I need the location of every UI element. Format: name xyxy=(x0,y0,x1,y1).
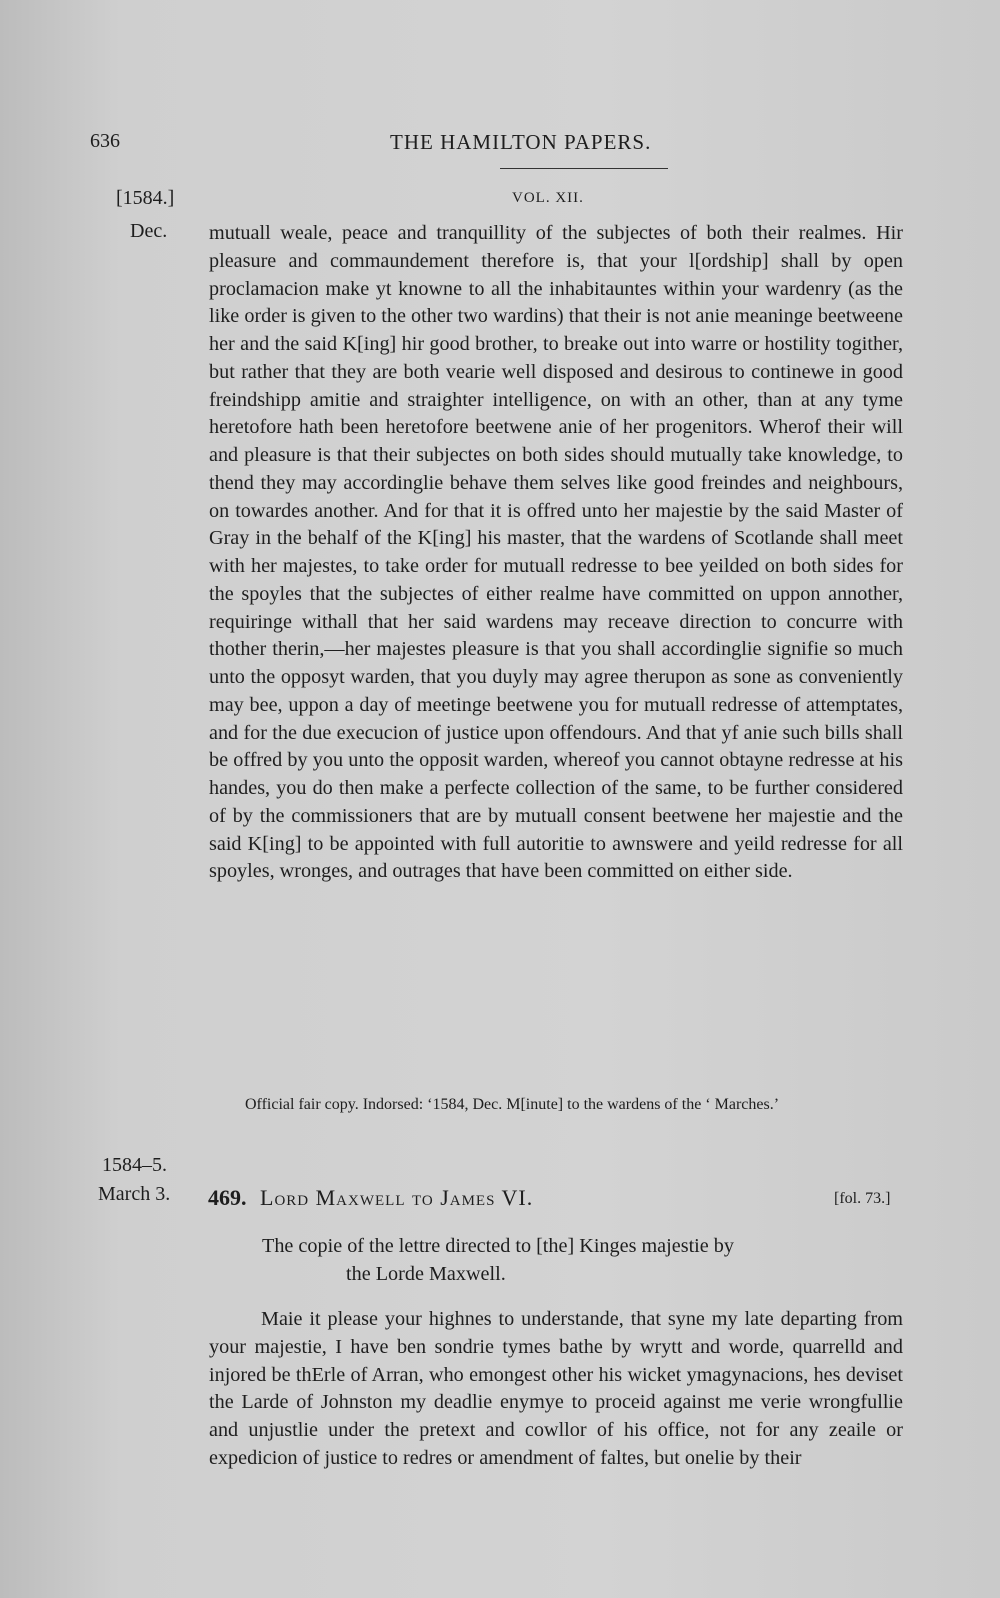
header-rule xyxy=(500,168,668,169)
running-title: THE HAMILTON PAPERS. xyxy=(390,130,652,154)
caption-line-1: The copie of the lettre directed to [the] Kinges majestie by xyxy=(262,1235,734,1257)
entry-heading xyxy=(208,1185,533,1211)
body-paragraph-text: mutuall weale, peace and tranquillity of the subjectes of both their realmes. Hir pleasure and commaundement therefore is, that your l[ordship] shall by open proclamacion make yt knowne to all the inhabitauntes within your wardenry (as the like order is given to the other two wardins) that their is not anie meaninge beetweene her and the said K[ing] hir good brother, to breake out into warre or hostility togither, but rather that they are both vearie well disposed and desirous to continewe in good freindshipp amitie and straighter intelligence, on with an other, than at any tyme heretofore hath been heretofore beetwene anie of her progenitors. Wherof their will and pleasure is that their subjectes on both sides should mutually take knowledge, to thend they may accordinglie behave them selves like good freindes and neighbours, on towardes another. And for that it is offred unto her majestie by the said Master of Gray in the behalf of the K[ing] his master, that the wardens of Scotlande shall meet with her majestes, to take order for mutuall redresse to bee yeilded on both sides for the spoyles that the subjectes of either realme have committed on uppon annother, requiringe withall that her said wardens may receave direction to concurre with thother therin,—her majestes pleasure is that you shall accordinglie signifie so much unto the opposyt warden, that you duyly may agree therupon as sone as conveniently may bee, uppon a day of meetinge beetwene you for mutuall redresse of attemptates, and for the due execucion of justice upon offendours. And that yf anie such bills shall be offred by you unto the opposit warden, whereof you cannot obtayne redresse at his handes, you do then make a perfecte collection of the same, to be further considered of by the commissioners that are by mutuall consent beetwene her majestie and the said K[ing] to be appointed with full autoritie to awnswere and yeild redresse for all spoyles, wronges, and outrages that have been committed on either side. xyxy=(209,222,903,883)
endorsement-note: Official fair copy. Indorsed: ‘1584, Dec. M[inute] to the wardens of the ‘ Marches.’ xyxy=(245,1096,780,1113)
letter-paragraph: Maie it please your highnes to understande, that syne my late departing from your majestie, I have ben sondrie tymes bathe by wrytt and worde, quarrelld and injored be thErle of Arran, who emongest other his wicket ymagynacions, hes deviset the Larde of Johnston my deadlie enymye to proceid against me verie wrongfullie and unjustlie under the pretext and cowllor of his office, not for any zeaile or expedicion of justice to redres or amendment of faltes, but onelie by their xyxy=(209,1308,903,1469)
page-number: 636 xyxy=(90,130,120,152)
margin-date: March 3. xyxy=(98,1183,171,1205)
entry-title: Lord Maxwell to James VI. xyxy=(260,1185,534,1210)
folio-reference: [fol. 73.] xyxy=(834,1190,891,1207)
year-bracket: [1584.] xyxy=(116,187,175,209)
caption-line-2: the Lorde Maxwell. xyxy=(346,1263,506,1285)
letter-caption xyxy=(262,1232,902,1288)
margin-month: Dec. xyxy=(130,220,168,242)
margin-year-range: 1584–5. xyxy=(102,1154,167,1176)
body-paragraph xyxy=(209,220,903,886)
volume-label: VOL. XII. xyxy=(512,190,584,206)
entry-number: 469. xyxy=(208,1185,247,1210)
